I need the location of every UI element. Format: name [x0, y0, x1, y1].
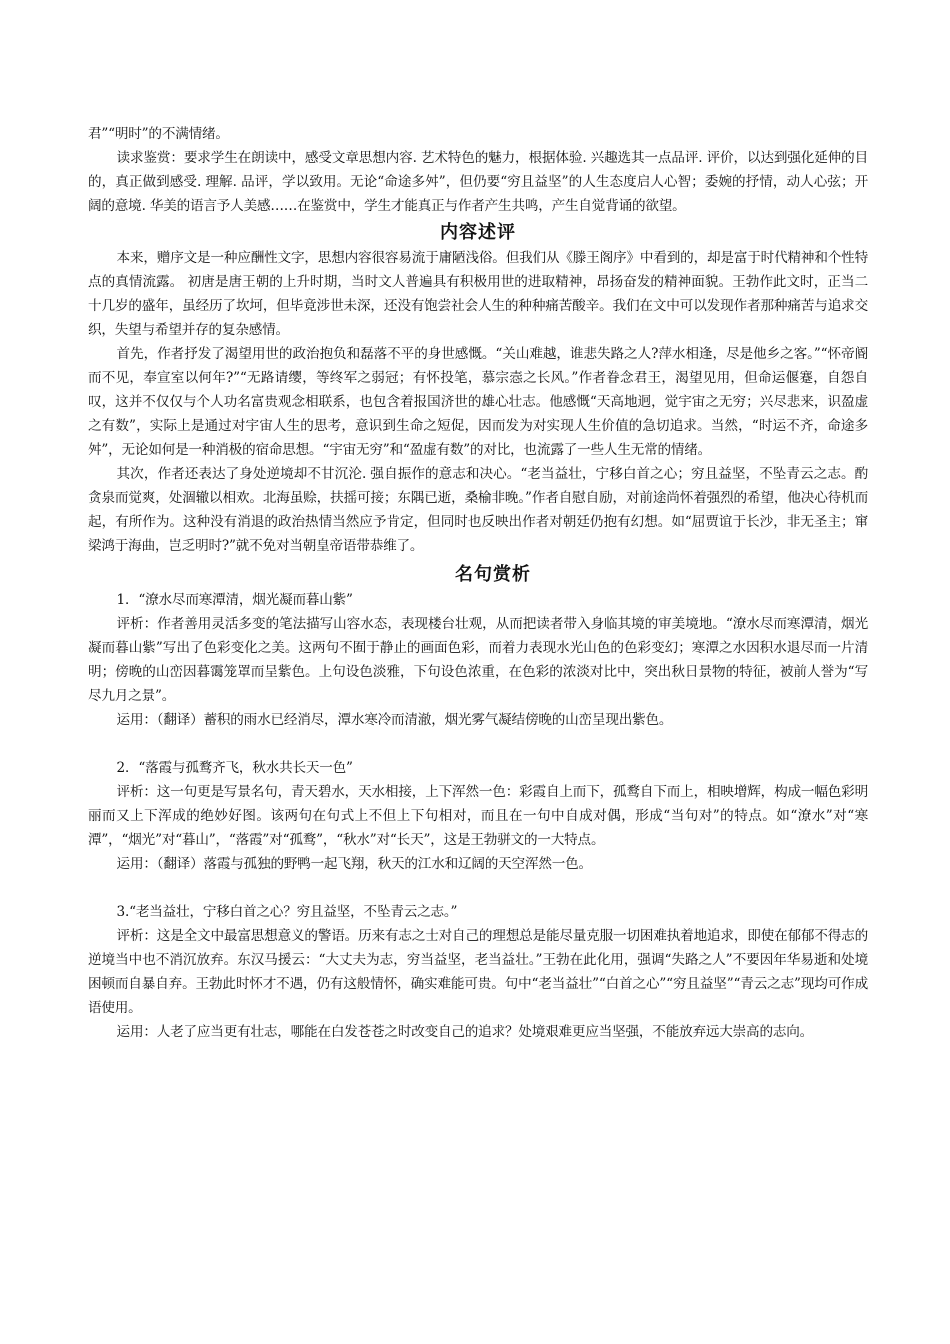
- famous-line-usage-3: 运用：人老了应当更有壮志，哪能在白发苍苍之时改变自己的追求？处境艰难更应当坚强，不能放弃远大崇高的志向。: [116, 1024, 814, 1040]
- intro-paragraph: 读求鉴赏：要求学生在朗读中，感受文章思想内容. 艺术特色的魅力，根据体验. 兴趣选其一点品评. 评价，以达到强化延伸的目的，真正做到感受. 理解. 品评，学以致用。无论“命途多舛”，但仍要“穷且益坚”的人生态度启人心智；委婉的抒情，动人心弦；开阔的意境. 华美的语言予人美感……在鉴赏中，学生才能真正与作者产生共鸣，产生自觉背诵的欲望。: [88, 150, 868, 214]
- content-paragraph-2: 首先，作者抒发了渴望用世的政治抱负和磊落不平的身世感慨。“关山难越，谁悲失路之人?萍水相逢，尽是他乡之客。”“怀帝阍而不见，奉宣室以何年?”“无路请缨，等终军之弱冠；有怀投笔，慕宗悫之长风。”作者眷念君王，渴望见用，但命运偃蹇，自怨自叹，这并不仅仅与个人功名富贵观念相联系，也包含着报国济世的雄心壮志。他感慨“天高地迥，觉宇宙之无穷；兴尽悲来，识盈虚之有数”，实际上是通过对宇宙人生的思考，意识到生命之短促，因而发为对实现人生价值的急切追求。当然，“时运不齐，命途多舛”，无论如何是一种消极的宿命思想。“宇宙无穷”和“盈虚有数”的对比，也流露了一些人生无常的情绪。: [88, 346, 868, 458]
- content-paragraph-1: 本来，赠序文是一种应酬性文字，思想内容很容易流于庸陋浅俗。但我们从《滕王阁序》中看到的，却是富于时代精神和个性特点的真情流露。 初唐是唐王朝的上升时期，当时文人普遍具有积极用世的进取精神，昂扬奋发的精神面貌。王勃作此文时，正当二十几岁的盛年，虽经历了坎坷，但毕竟涉世未深，还没有饱尝社会人生的种种痛苦酸辛。我们在文中可以发现作者那种痛苦与追求交织，失望与希望并存的复杂感情。: [88, 250, 868, 338]
- famous-line-comment-3: 评析：这是全文中最富思想意义的警语。历来有志之士对自己的理想总是能尽量克服一切困难执着地追求，即使在郁郁不得志的逆境当中也不消沉放弃。东汉马援云：“大丈夫为志，穷当益坚，老当益壮。”王勃在此化用，强调“失路之人”不要因年华易逝和处境困顿而自暴自弃。王勃此时怀才不遇，仍有这般情怀，确实难能可贵。句中“老当益壮”“白首之心”“穷且益坚”“青云之志”现均可作成语使用。: [88, 928, 868, 1016]
- famous-line-heading-1: 1．“潦水尽而寒潭清，烟光凝而暮山紫”: [116, 592, 353, 608]
- famous-line-usage-2: 运用：（翻译）落霞与孤独的野鸭一起飞翔，秋天的江水和辽阔的天空浑然一色。: [116, 856, 592, 872]
- section-title-famous-lines: 名句赏析: [455, 564, 531, 585]
- famous-line-heading-3: 3.“老当益壮，宁移白首之心？穷且益坚，不坠青云之志。”: [116, 904, 458, 920]
- famous-line-comment-1: 评析：作者善用灵活多变的笔法描写山容水态，表现楼台壮观，从而把读者带入身临其境的审美境地。“潦水尽而寒潭清，烟光凝而暮山紫”写出了色彩变化之美。这两句不囿于静止的画面色彩，而着力表现水光山色的色彩变幻；寒潭之水因积水退尽而一片清明；傍晚的山峦因暮霭笼罩而呈紫色。上句设色淡雅，下句设色浓重，在色彩的浓淡对比中，突出秋日景物的特征，被前人誉为“写尽九月之景”。: [88, 616, 868, 704]
- document-page: [88, 122, 868, 1044]
- intro-fragment: 君”“明时”的不满情绪。: [88, 126, 229, 142]
- famous-line-usage-1: 运用：（翻译）蓄积的雨水已经消尽，潭水寒冷而清澈，烟光雾气凝结傍晚的山峦呈现出紫色。: [116, 712, 673, 728]
- content-paragraph-3: 其次，作者还表达了身处逆境却不甘沉沦. 强自振作的意志和决心。“老当益壮，宁移白首之心；穷且益坚，不坠青云之志。酌贪泉而觉爽，处涸辙以相欢。北海虽赊，扶摇可接；东隅已逝，桑榆非晚。”作者自慰自励，对前途尚怀着强烈的希望，他决心待机而起，有所作为。这种没有消退的政治热情当然应予肯定，但同时也反映出作者对朝廷仍抱有幻想。如“屈贾谊于长沙，非无圣主；窜梁鸿于海曲，岂乏明时?”就不免对当朝皇帝语带恭维了。: [88, 466, 868, 554]
- famous-line-comment-2: 评析：这一句更是写景名句，青天碧水，天水相接，上下浑然一色：彩霞自上而下，孤鹜自下而上，相映增辉，构成一幅色彩明丽而又上下浑成的绝妙好图。该两句在句式上不但上下句相对，而且在一句中自成对偶，形成“当句对”的特点。如“潦水”对“寒潭”，“烟光”对“暮山”，“落霞”对“孤鹜”，“秋水”对“长天”，这是王勃骈文的一大特点。: [88, 784, 868, 848]
- famous-line-heading-2: 2．“落霞与孤鹜齐飞，秋水共长天一色”: [116, 760, 353, 776]
- section-title-content-review: 内容述评: [440, 222, 516, 243]
